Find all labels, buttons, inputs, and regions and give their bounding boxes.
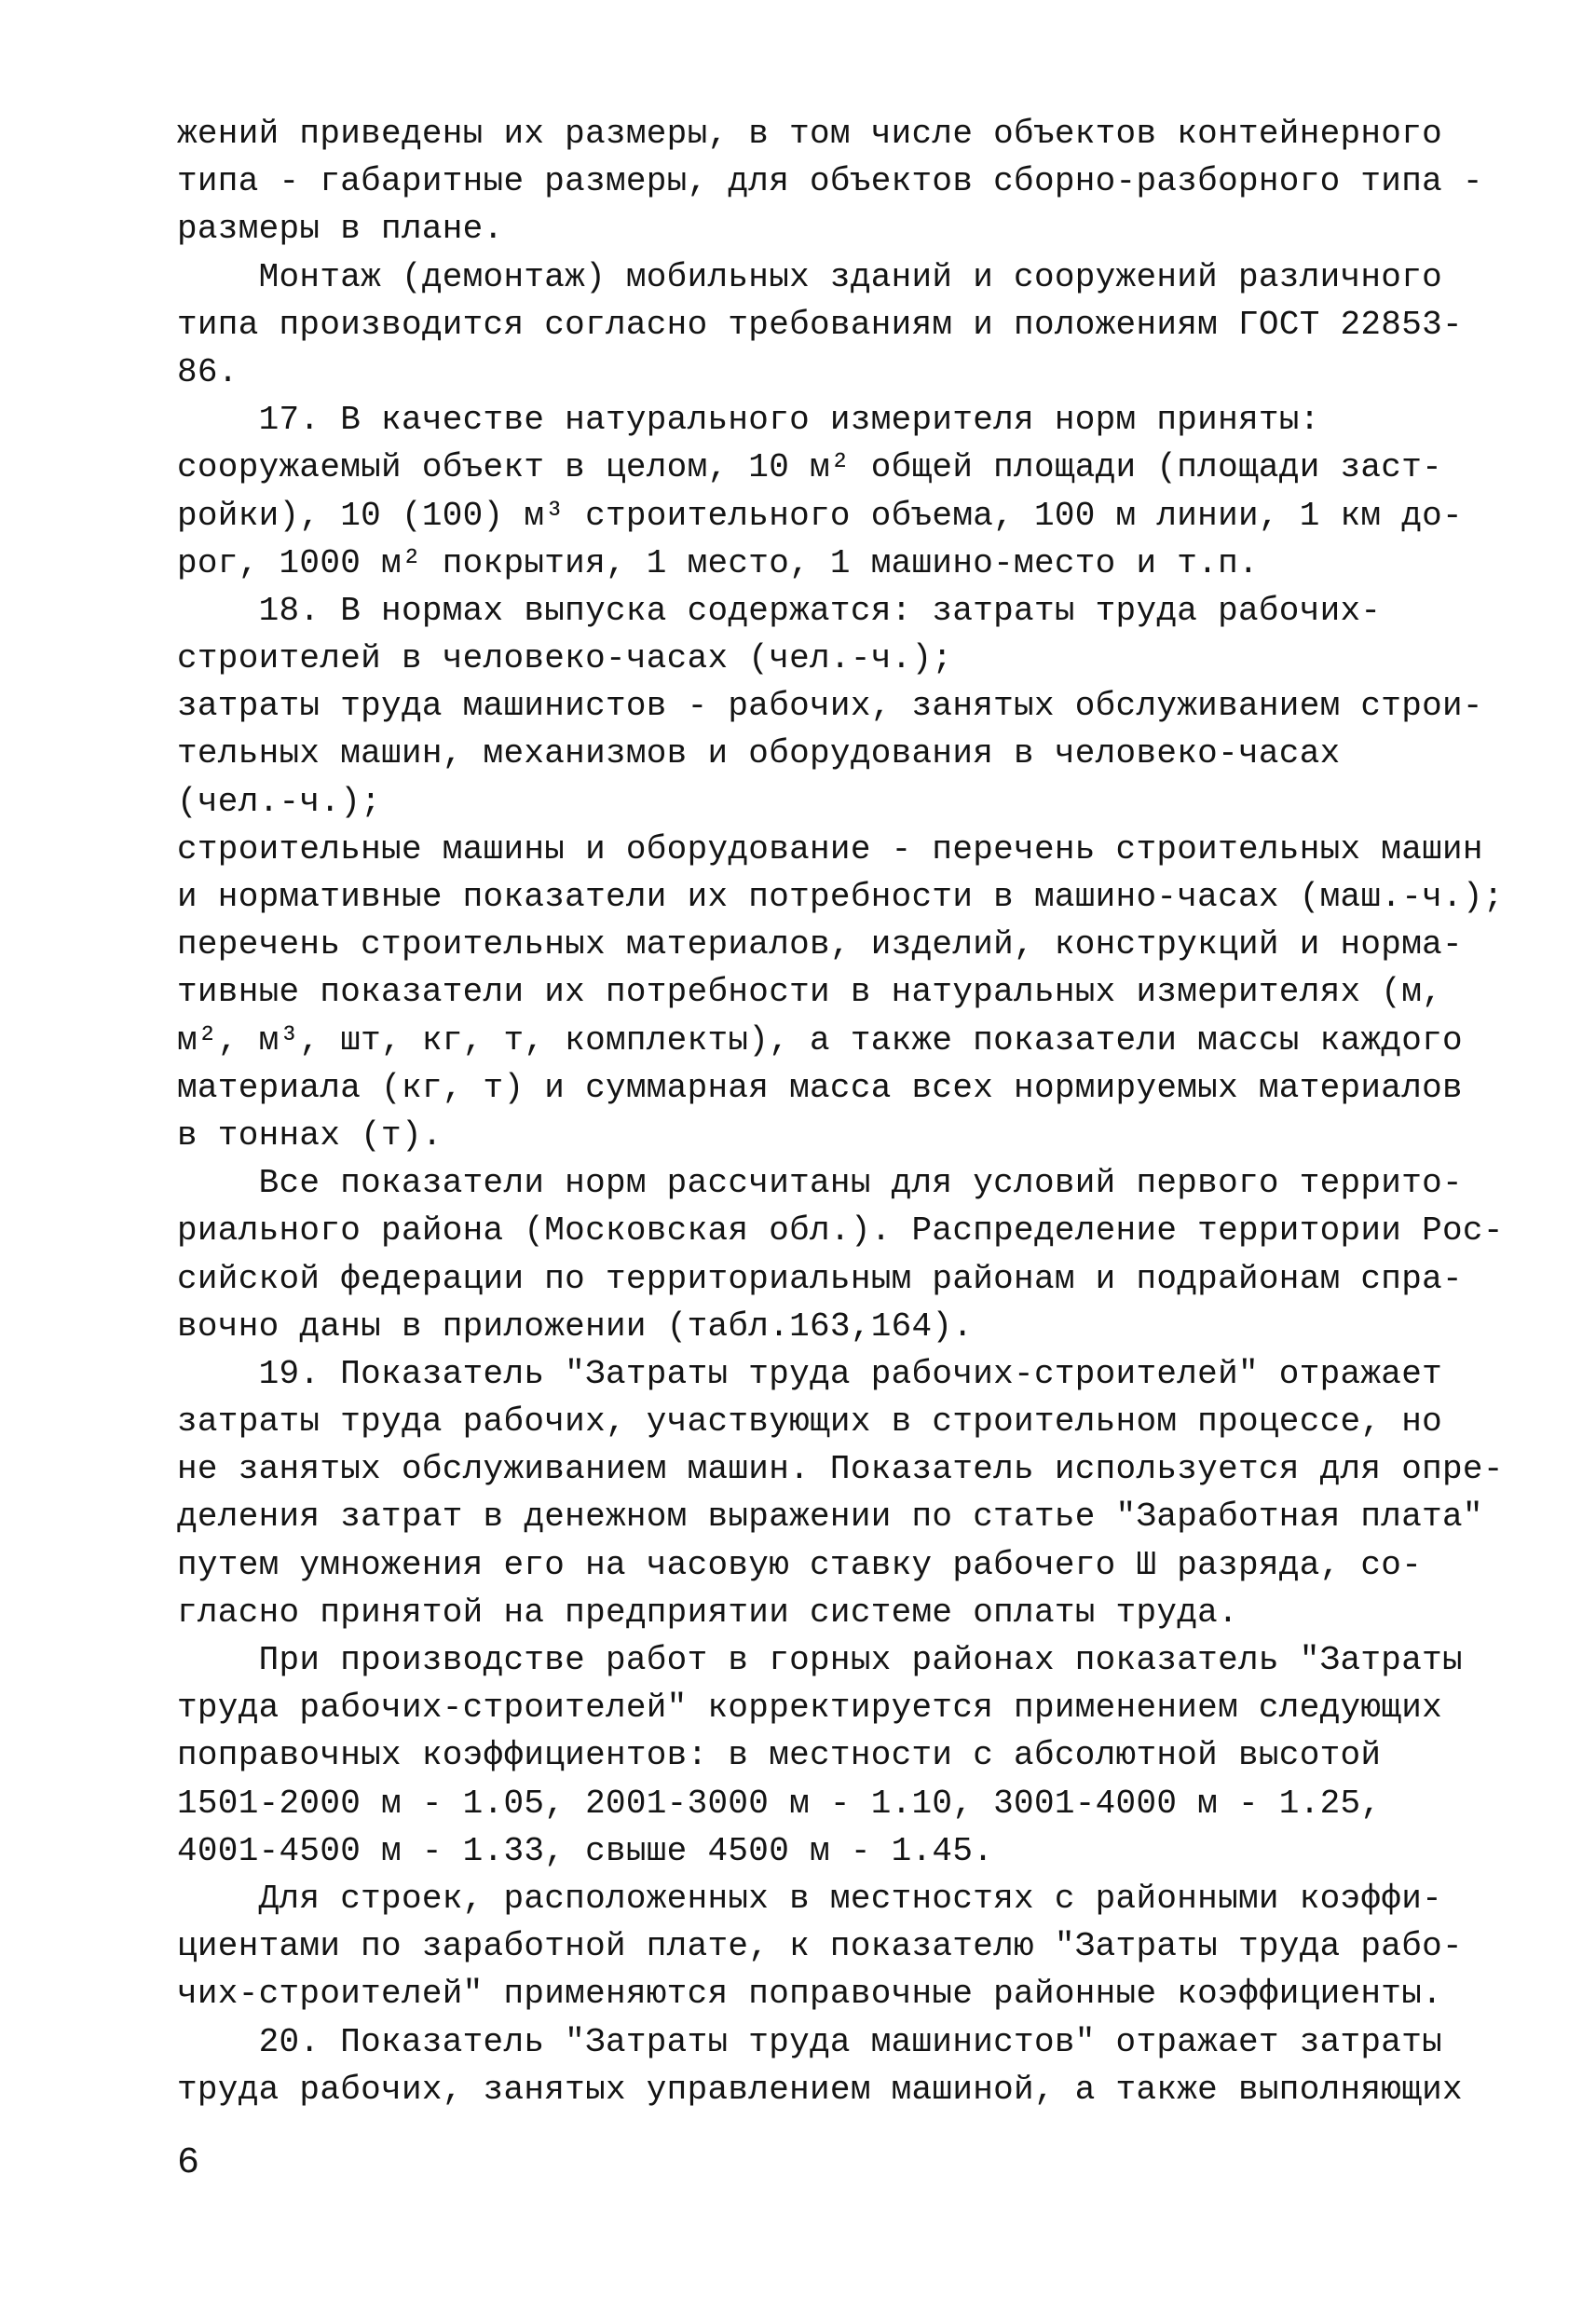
text-line: 19. Показатель "Затраты труда рабочих-строителей" отражает <box>177 1354 1443 1393</box>
text-line: рог, 1000 м² покрытия, 1 место, 1 машино-место и т.п. <box>177 543 1259 582</box>
text-line: труда рабочих, занятых управлением машиной, а также выполняющих <box>177 2070 1463 2109</box>
text-line: 17. В качестве натурального измерителя норм приняты: <box>177 401 1320 440</box>
text-line: Все показатели норм рассчитаны для условий первого террито- <box>177 1164 1463 1203</box>
text-line: в тоннах (т). <box>177 1115 443 1155</box>
text-line: жений приведены их размеры, в том числе объектов контейнерного <box>177 115 1443 153</box>
text-line: затраты труда машинистов - рабочих, занятых обслуживанием строи- <box>177 687 1483 726</box>
text-line: размеры в плане. <box>177 210 504 249</box>
text-line: затраты труда рабочих, участвующих в строительном процессе, но <box>177 1402 1443 1442</box>
text-line: тивные показатели их потребности в натуральных измерителях (м, <box>177 973 1443 1012</box>
text-line: (чел.-ч.); <box>177 782 382 821</box>
text-line: не занятых обслуживанием машин. Показатель используется для опре- <box>177 1450 1504 1489</box>
text-line: 4001-4500 м - 1.33, свыше 4500 м - 1.45. <box>177 1831 994 1870</box>
text-line: путем умножения его на часовую ставку рабочего Ш разряда, со- <box>177 1545 1423 1584</box>
text-line: гласно принятой на предприятии системе оплаты труда. <box>177 1593 1238 1632</box>
text-line: м², м³, шт, кг, т, комплекты), а также показатели массы каждого <box>177 1020 1463 1060</box>
text-line: Монтаж (демонтаж) мобильных зданий и сооружений различного <box>177 257 1443 296</box>
page-number: 6 <box>177 2142 200 2184</box>
text-line: труда рабочих-строителей" корректируется применением следующих <box>177 1689 1443 1728</box>
text-line: 1501-2000 м - 1.05, 2001-3000 м - 1.10, 3001-4000 м - 1.25, <box>177 1784 1382 1823</box>
text-line: Для строек, расположенных в местностях с районными коэффи- <box>177 1879 1443 1918</box>
text-line: вочно даны в приложении (табл.163,164). <box>177 1306 974 1346</box>
text-line: сийской федерации по территориальным районам и подрайонам спра- <box>177 1259 1463 1298</box>
text-line: деления затрат в денежном выражении по статье "Заработная плата" <box>177 1497 1483 1537</box>
text-line: и нормативные показатели их потребности в машино-часах (маш.-ч.); <box>177 878 1504 916</box>
text-line: При производстве работ в горных районах показатель "Затраты <box>177 1641 1463 1679</box>
text-line: перечень строительных материалов, изделий, конструкций и норма- <box>177 925 1463 964</box>
text-line: тельных машин, механизмов и оборудования в человеко-часах <box>177 734 1341 773</box>
text-line: строителей в человеко-часах (чел.-ч.); <box>177 639 953 678</box>
body-text <box>177 110 1504 2113</box>
text-line: 20. Показатель "Затраты труда машинистов" отражает затраты <box>177 2022 1443 2061</box>
text-line: 86. <box>177 352 239 391</box>
text-line: материала (кг, т) и суммарная масса всех нормируемых материалов <box>177 1068 1463 1107</box>
text-line: сооружаемый объект в целом, 10 м² общей площади (площади заст- <box>177 448 1443 487</box>
text-line: чих-строителей" применяются поправочные районные коэффициенты. <box>177 1975 1443 2014</box>
text-line: типа производится согласно требованиям и положениям ГОСТ 22853- <box>177 305 1463 344</box>
text-line: риального района (Московская обл.). Распределение территории Рос- <box>177 1211 1504 1251</box>
text-line: циентами по заработной плате, к показателю "Затраты труда рабо- <box>177 1927 1463 1966</box>
text-line: поправочных коэффициентов: в местности с абсолютной высотой <box>177 1736 1382 1775</box>
text-line: ройки), 10 (100) м³ строительного объема, 100 м линии, 1 км до- <box>177 496 1463 535</box>
text-line: строительные машины и оборудование - перечень строительных машин <box>177 829 1483 868</box>
text-line: 18. В нормах выпуска содержатся: затраты труда рабочих- <box>177 591 1382 630</box>
text-line: типа - габаритные размеры, для объектов сборно-разборного типа - <box>177 162 1483 201</box>
